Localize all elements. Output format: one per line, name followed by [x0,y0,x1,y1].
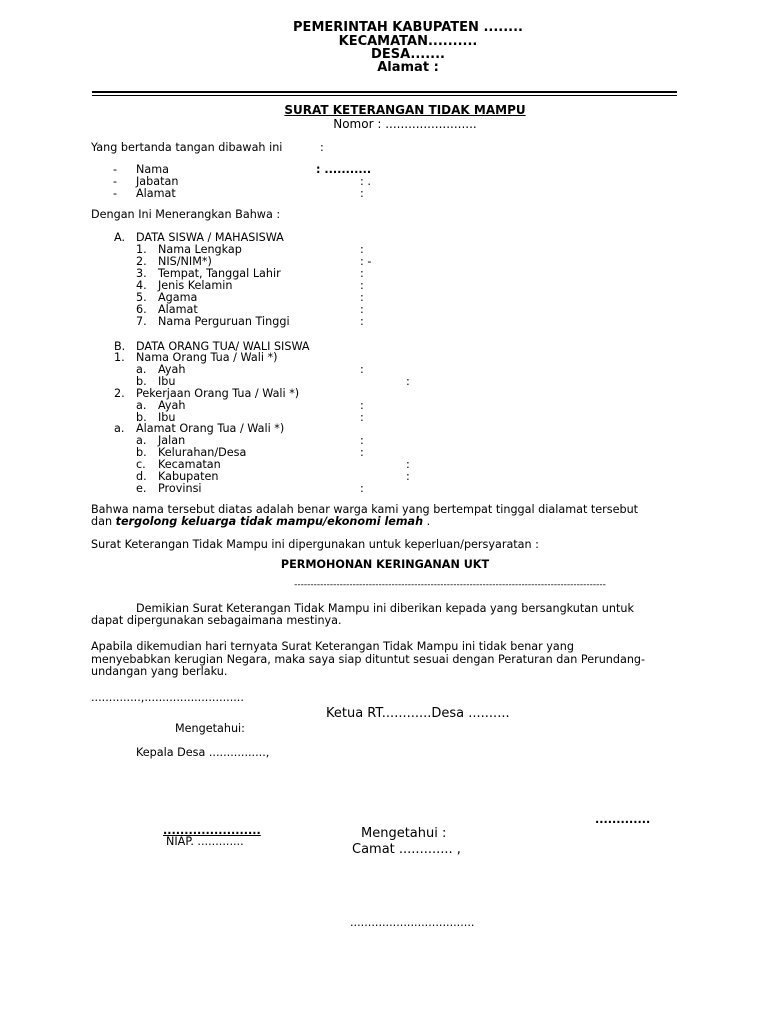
list-item-label: Tempat, Tanggal Lahir [158,267,281,280]
warning-line-3: undangan yang berlaku. [91,665,228,678]
list-item-num: c. [136,458,146,471]
document-number: Nomor : ........................ [333,117,477,131]
signer-bullet: - [113,187,118,200]
list-item-num: d. [136,470,147,483]
statement-line-2 [91,516,430,527]
warning-line-1: Apabila dikemudian hari ternyata Surat Keterangan Tidak Mampu ini tidak benar yang [91,640,574,653]
header-line-3: DESA....... [371,47,445,62]
mengetahui-center: Mengetahui : [361,826,447,841]
list-item-num: b. [136,375,147,388]
list-item-label: Ayah [158,399,186,412]
kepala-desa-name-dots: ....................... [163,824,261,837]
list-item-num: 1. [136,243,147,256]
header-line-2: KECAMATAN.......... [338,34,478,49]
list-item-colon: : [360,399,364,412]
list-item-colon: : [360,482,364,495]
group-num: 1. [114,351,125,364]
list-item-colon: : [360,446,364,459]
header-line-1: PEMERINTAH KABUPATEN ........ [293,20,523,35]
list-item-label: Jenis Kelamin [158,279,233,292]
list-item-label: Ibu [158,375,176,388]
signer-value-jabatan: : . [360,175,371,188]
list-item-label: Jalan [158,434,186,447]
section-a-marker: A. [114,231,126,244]
signer-label-nama: Nama [136,163,169,176]
list-item-colon: : [360,315,364,328]
closing-line-2: dapat dipergunakan sebagaimana mestinya. [91,614,342,627]
statement-line-1: Bahwa nama tersebut diatas adalah benar warga kami yang bertempat tinggal dialamat tersebut [91,503,639,516]
ketua-rt-title: Ketua RT............Desa .......... [326,706,510,721]
header-line-4: Alamat : [377,60,439,75]
signer-label-alamat: Alamat [136,187,176,200]
statement-emphasis: tergolong keluarga tidak mampu/ekonomi lemah [115,515,424,528]
list-item-colon: : [406,458,410,471]
group-label: Alamat Orang Tua / Wali *) [136,422,285,435]
group-num: 2. [114,387,125,400]
list-item-colon: : [360,279,364,292]
declare-text: Dengan Ini Menerangkan Bahwa : [91,208,281,221]
list-item-label: Agama [158,291,198,304]
list-item-num: a. [136,434,147,447]
list-item-label: Kabupaten [158,470,219,483]
list-item-label: Kecamatan [158,458,221,471]
list-item-label: Nama Perguruan Tinggi [158,315,290,328]
list-item-label: Ibu [158,411,176,424]
list-item-label: Kelurahan/Desa [158,446,247,459]
list-item-colon: : [406,470,410,483]
group-label: Pekerjaan Orang Tua / Wali *) [136,387,300,400]
list-item-num: a. [136,399,147,412]
list-item-colon: : [360,243,364,256]
list-item-num: 3. [136,267,147,280]
camat-name-dots: ................................... [350,916,475,929]
list-item-colon: : [406,375,410,388]
purpose-dashes: ------------------------------------------------------------------------------------------------ [294,581,606,590]
list-item-label: Ayah [158,363,186,376]
list-item-label: Provinsi [158,482,202,495]
purpose-text: Surat Keterangan Tidak Mampu ini dipergunakan untuk keperluan/persyaratan : [91,538,539,551]
group-num: a. [114,422,125,435]
list-item-colon: : [360,363,364,376]
list-item-label: NIS/NIM*) [158,255,212,268]
camat-title: Camat ............. , [352,842,461,857]
list-item-num: b. [136,446,147,459]
signer-value-alamat: : [360,187,364,200]
list-item-num: b. [136,411,147,424]
list-item-colon: : [360,303,364,316]
closing-line-1: Demikian Surat Keterangan Tidak Mampu ini diberikan kepada yang bersangkutan untuk [136,602,634,615]
kepala-desa: Kepala Desa ................, [136,746,270,759]
statement-post: . [426,515,431,528]
list-item-num: a. [136,363,147,376]
statement-pre: dan [91,515,113,528]
purpose-title: PERMOHONAN KERINGANAN UKT [280,558,490,571]
list-item-num: 5. [136,291,147,304]
list-item-colon: : [360,291,364,304]
list-item-colon: : [360,411,364,424]
header-rule-thick [92,91,677,93]
place-date: ..............,............................ [91,691,244,704]
list-item-label: Alamat [158,303,198,316]
signer-label-jabatan: Jabatan [136,175,179,188]
warning-line-2: menyebabkan kerugian Negara, maka saya siap dituntut sesuai dengan Peraturan dan Perundang- [91,653,646,666]
intro-colon: : [320,141,324,154]
rt-signature-dots: ............. [595,813,651,826]
group-label: Nama Orang Tua / Wali *) [136,351,278,364]
list-item-num: e. [136,482,147,495]
niap-label: NIAP. ............. [166,835,244,848]
signer-bullet: - [113,175,118,188]
section-b-marker: B. [114,340,126,353]
list-item-colon: : - [360,255,372,268]
header-rule-thin [92,95,677,96]
list-item-label: Nama Lengkap [158,243,242,256]
intro-text: Yang bertanda tangan dibawah ini [91,141,283,154]
section-a-title: DATA SISWA / MAHASISWA [136,231,284,244]
list-item-num: 6. [136,303,147,316]
section-b-title: DATA ORANG TUA/ WALI SISWA [136,340,310,353]
list-item-num: 2. [136,255,147,268]
signer-bullet: - [113,163,118,176]
list-item-num: 7. [136,315,147,328]
signer-value-nama: : ........... [316,163,372,176]
list-item-colon: : [360,434,364,447]
list-item-colon: : [360,267,364,280]
document-title: SURAT KETERANGAN TIDAK MAMPU [284,103,526,117]
list-item-num: 4. [136,279,147,292]
mengetahui-left: Mengetahui: [175,722,245,735]
